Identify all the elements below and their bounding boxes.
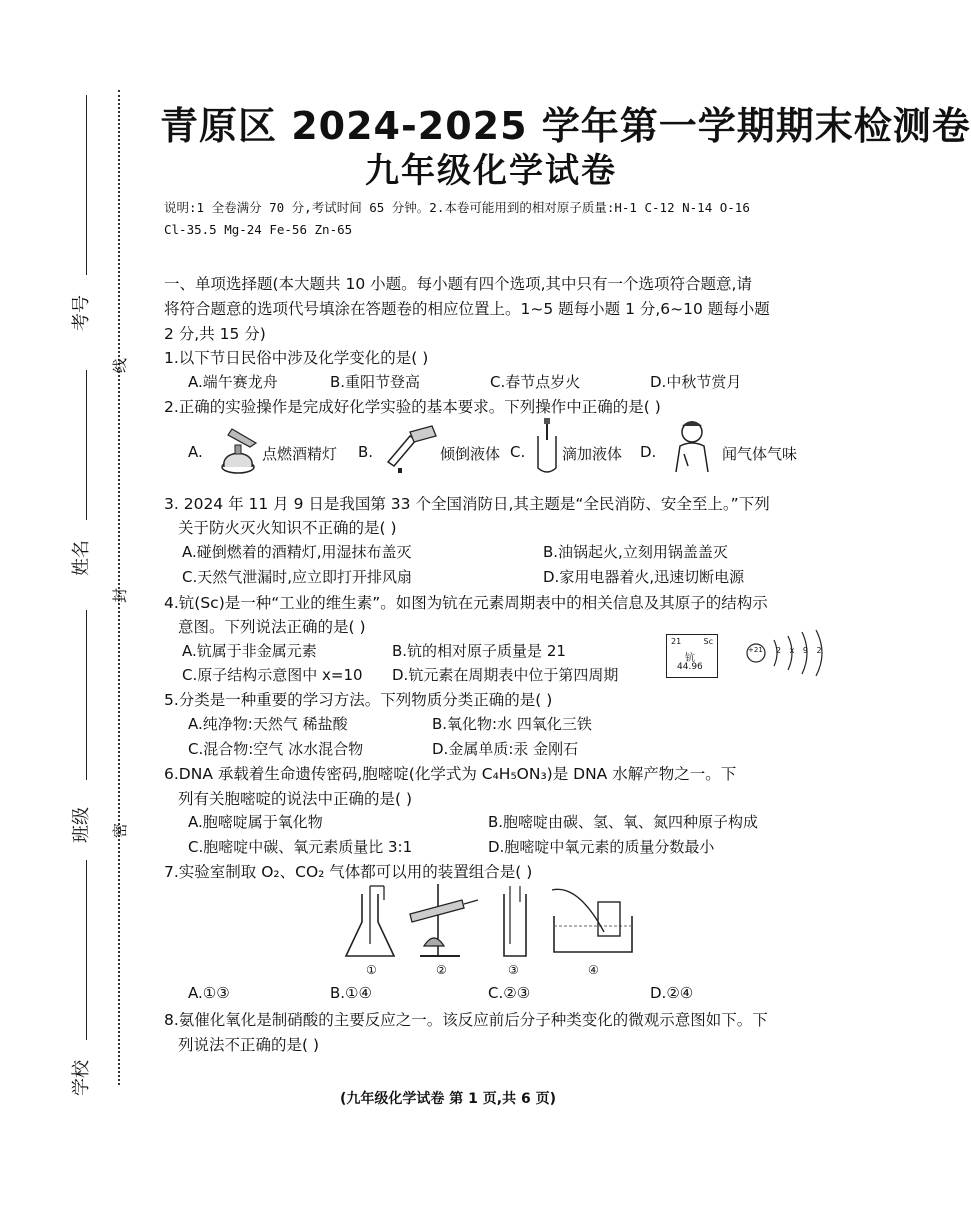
pouring-liquid-icon: [380, 422, 440, 474]
question-7-option-b[interactable]: B.①④: [330, 984, 372, 1002]
question-3-option-d[interactable]: D.家用电器着火,迅速切断电源: [543, 568, 745, 586]
question-2-option-b-letter[interactable]: B.: [358, 443, 374, 461]
question-2-option-d-letter[interactable]: D.: [640, 443, 657, 461]
cell-symbol: Sc: [703, 637, 713, 646]
atom-nucleus-charge: +21: [748, 646, 763, 654]
section-intro-line-3: 2 分,共 15 分): [164, 325, 266, 343]
question-7-option-a[interactable]: A.①③: [188, 984, 230, 1002]
question-5-option-c[interactable]: C.混合物:空气 冰水混合物: [188, 740, 364, 758]
question-4-stem-line-2: 意图。下列说法正确的是( ): [178, 618, 366, 636]
smelling-gas-icon: [662, 418, 722, 474]
question-4-option-c[interactable]: C.原子结构示意图中 x=10: [182, 666, 363, 684]
alcohol-lamp-icon: [212, 425, 264, 477]
question-5-option-b[interactable]: B.氧化物:水 四氧化三铁: [432, 715, 592, 733]
apparatus-label-4: ④: [588, 963, 599, 977]
school-underline: [86, 860, 87, 1040]
exam-no-underline: [86, 95, 87, 275]
page-title: 青原区 2024-2025 学年第一学期期末检测卷: [160, 104, 971, 148]
apparatus-3-gas-bottle: [494, 884, 534, 964]
question-3-option-b[interactable]: B.油锅起火,立刻用锅盖盖灭: [543, 543, 728, 561]
dropper-test-tube-icon: [532, 418, 562, 474]
school-label: 学校: [71, 1060, 92, 1096]
question-3-option-a[interactable]: A.碰倒燃着的酒精灯,用湿抹布盖灭: [182, 543, 412, 561]
exam-no-label: 考号: [71, 295, 92, 331]
question-3-stem-line-2: 关于防火灭火知识不正确的是( ): [178, 519, 397, 537]
cell-atomic-mass: 44.96: [677, 662, 703, 672]
question-2-stem: 2.正确的实验操作是完成好化学实验的基本要求。下列操作中正确的是( ): [164, 398, 661, 416]
question-2-option-b[interactable]: 倾倒液体: [440, 445, 501, 463]
question-7-stem: 7.实验室制取 O₂、CO₂ 气体都可以用的装置组合是( ): [164, 863, 533, 881]
question-2-option-a-letter[interactable]: A.: [188, 443, 203, 461]
question-2-option-c-letter[interactable]: C.: [510, 443, 526, 461]
question-6-option-a[interactable]: A.胞嘧啶属于氧化物: [188, 813, 323, 831]
periodic-table-cell: [666, 634, 718, 678]
margin-mark-feng: 封: [111, 587, 130, 604]
margin-mark-mi: 密: [111, 822, 130, 839]
cell-element-name: 钪: [685, 653, 695, 664]
question-3-stem-line-1: 3. 2024 年 11 月 9 日是我国第 33 个全国消防日,其主题是“全民消防、安全至上。”下列: [164, 495, 770, 513]
question-4-option-a[interactable]: A.钪属于非金属元素: [182, 642, 317, 660]
apparatus-2-heating-setup: [400, 880, 480, 960]
page-footer: (九年级化学试卷 第 1 页,共 6 页): [340, 1091, 556, 1107]
question-4-option-b[interactable]: B.钪的相对原子质量是 21: [392, 642, 566, 660]
question-1-stem: 1.以下节日民俗中涉及化学变化的是( ): [164, 349, 429, 367]
question-4-stem-line-1: 4.钪(Sc)是一种“工业的维生素”。如图为钪在元素周期表中的相关信息及其原子的结构示: [164, 594, 768, 612]
apparatus-4-water-trough: [548, 880, 638, 960]
question-5-option-a[interactable]: A.纯净物:天然气 稀盐酸: [188, 715, 348, 733]
apparatus-label-3: ③: [508, 963, 519, 977]
question-5-stem: 5.分类是一种重要的学习方法。下列物质分类正确的是( ): [164, 691, 553, 709]
atom-shell-electrons: 2 x 9 2: [776, 646, 825, 655]
apparatus-label-2: ②: [436, 963, 447, 977]
question-6-stem-line-2: 列有关胞嘧啶的说法中正确的是( ): [178, 790, 413, 808]
question-1-option-b[interactable]: B.重阳节登高: [330, 373, 421, 391]
apparatus-label-1: ①: [366, 963, 377, 977]
name-underline: [86, 370, 87, 520]
question-2-option-a[interactable]: 点燃酒精灯: [262, 445, 338, 463]
instructions-line-1: 说明:1 全卷满分 70 分,考试时间 65 分钟。2.本卷可能用到的相对原子质量:H-1 C-12 N-14 O-16: [164, 200, 750, 215]
question-1-option-c[interactable]: C.春节点岁火: [490, 373, 581, 391]
section-intro-line-2: 将符合题意的选项代号填涂在答题卷的相应位置上。1~5 题每小题 1 分,6~10 题每小题: [164, 300, 770, 318]
question-4-option-d[interactable]: D.钪元素在周期表中位于第四周期: [392, 666, 619, 684]
apparatus-1-conical-flask: [340, 884, 400, 964]
question-8-stem-line-1: 8.氨催化氧化是制硝酸的主要反应之一。该反应前后分子种类变化的微观示意图如下。下: [164, 1011, 768, 1029]
instructions-line-2: Cl-35.5 Mg-24 Fe-56 Zn-65: [164, 222, 353, 237]
question-6-option-c[interactable]: C.胞嘧啶中碳、氧元素质量比 3:1: [188, 838, 413, 856]
margin-mark-xian: 线: [111, 357, 130, 374]
question-2-option-c[interactable]: 滴加液体: [562, 445, 623, 463]
question-1-option-a[interactable]: A.端午赛龙舟: [188, 373, 278, 391]
question-6-option-b[interactable]: B.胞嘧啶由碳、氢、氧、氮四种原子构成: [488, 813, 759, 831]
name-label: 姓名: [71, 540, 92, 576]
page-subtitle: 九年级化学试卷: [365, 151, 617, 191]
question-6-stem-line-1: 6.DNA 承载着生命遗传密码,胞嘧啶(化学式为 C₄H₅ON₃)是 DNA 水解产物之一。下: [164, 765, 737, 783]
class-underline: [86, 610, 87, 780]
cell-atomic-number: 21: [671, 637, 682, 646]
question-1-option-d[interactable]: D.中秋节赏月: [650, 373, 742, 391]
question-8-stem-line-2: 列说法不正确的是( ): [178, 1036, 320, 1054]
question-7-option-c[interactable]: C.②③: [488, 984, 531, 1002]
question-6-option-d[interactable]: D.胞嘧啶中氧元素的质量分数最小: [488, 838, 715, 856]
section-intro-line-1: 一、单项选择题(本大题共 10 小题。每小题有四个选项,其中只有一个选项符合题意,请: [164, 275, 752, 293]
question-5-option-d[interactable]: D.金属单质:汞 金刚石: [432, 740, 579, 758]
question-7-option-d[interactable]: D.②④: [650, 984, 694, 1002]
question-3-option-c[interactable]: C.天然气泄漏时,应立即打开排风扇: [182, 568, 413, 586]
class-label: 班级: [71, 807, 92, 843]
question-2-option-d[interactable]: 闻气体气味: [722, 445, 798, 463]
